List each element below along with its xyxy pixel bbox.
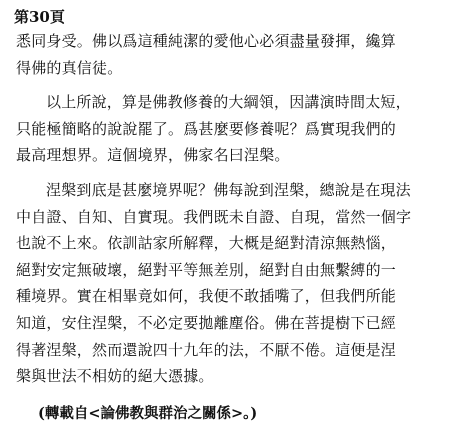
text-line: 得佛的真信徒。 [16,58,123,77]
paragraph-3 [16,177,440,390]
text-line: 悉同身受。佛以爲這種純潔的愛他心必須盡量發揮，纔算 [16,32,397,50]
paragraph-1 [16,28,440,81]
page-number: 第30頁 [14,8,65,26]
text-line: 以上所說，算是佛教修養的大綱領，因講演時間太短， [46,93,411,111]
source-citation: (轉載自<論佛教與群治之關係>。) [38,405,258,422]
text-line: 只能極簡略的說說罷了。爲甚麼要修養呢？爲實現我們的 [16,119,397,138]
text-line: 絕對安定無破壞，絕對平等無差別，絕對自由無繫縛的一 [16,260,397,279]
text-line: 中自證、自知、自實現。我們既未自證、自現，當然一個字 [16,207,412,226]
text-line: 也說不上來。依訓詁家所解釋，大概是絕對清涼無熱惱， [16,234,397,253]
text-line: 種境界。實在相畢竟如何，我便不敢插嘴了，但我們所能 [16,287,397,306]
text-line: 得著涅槃，然而還說四十九年的法，不厭不倦。這便是涅 [16,340,397,359]
text-line: 槃與世法不相妨的絕大憑據。 [16,367,214,386]
text-line: 最高理想界。這個境界，佛家名曰涅槃。 [16,146,290,165]
text-line: 涅槃到底是甚麼境界呢？佛每說到涅槃，總說是在現法 [46,181,411,199]
paragraph-2 [16,89,440,169]
text-line: 知道，安住涅槃，不必定要拋離塵俗。佛在菩提樹下已經 [16,313,397,332]
